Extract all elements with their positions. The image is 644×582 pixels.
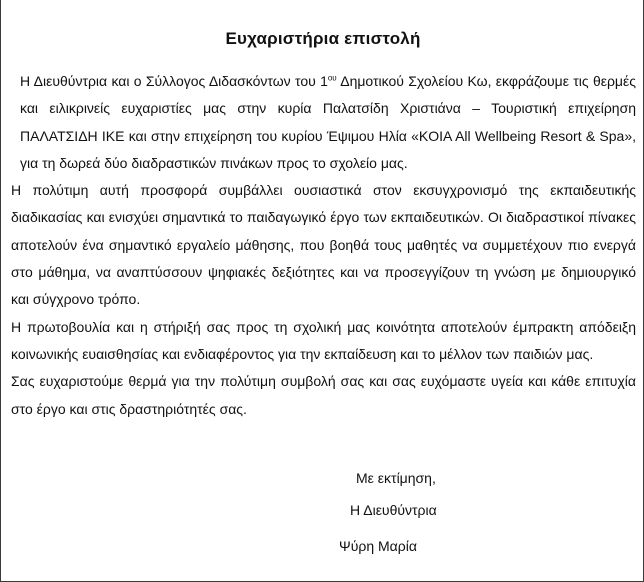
signature-name: Ψύρη Μαρία [339, 538, 417, 554]
paragraph-1-rest: Δημοτικού Σχολείου Κω, εκφράζουμε τις θερμές και ειλικρινείς ευχαριστίες μας στην κυρία Παλατσίδη Χριστιάνα – Τουριστική επιχείρηση ΠΑΛΑΤΣΙΔΗ ΙΚΕ και στην επιχείρηση του κυρίου Έψιμου Ηλία «KOIA All Wellbeing Resort & Spa», για τη δωρεά δύο διαδραστικών πινάκων προς το σχολείο μας. [20, 73, 636, 171]
signature-closing: Με εκτίμηση, [356, 470, 436, 486]
paragraph-1 [11, 68, 636, 177]
ordinal-superscript: ου [327, 73, 337, 83]
paragraph-1-start: Η Διευθύντρια και ο Σύλλογος Διδασκόντων του 1 [20, 73, 328, 89]
letter-title: Ευχαριστήρια επιστολή [225, 29, 421, 48]
letter-body [11, 68, 636, 423]
paragraph-3: Η πρωτοβουλία και η στήριξή σας προς τη σχολική μας κοινότητα αποτελούν έμπρακτη απόδειξη κοινωνικής ευαισθησίας και ενδιαφέροντος για την εκπαίδευση και το μέλλον των παιδιών μας. [11, 318, 636, 362]
signature-role: Η Διευθύντρια [350, 502, 437, 518]
paragraph-2: Η πολύτιμη αυτή προσφορά συμβάλλει ουσιαστικά στον εκσυγχρονισμό της εκπαιδευτικής διαδικασίας και ενισχύει σημαντικά το παιδαγωγικό έργο των εκπαιδευτικών. Οι διαδραστικοί πίνακες αποτελούν ένα σημαντικό εργαλείο μάθησης, που βοηθά τους μαθητές να συμμετέχουν πιο ενεργά στο μάθημα, να αναπτύσσουν ψηφιακές δεξιότητες και να προσεγγίζουν τη γνώση με δημιουργικό και σύγχρονο τρόπο. [11, 182, 636, 308]
paragraph-4: Σας ευχαριστούμε θερμά για την πολύτιμη συμβολή σας και σας ευχόμαστε υγεία και κάθε επιτυχία στο έργο και στις δραστηριότητές σας. [11, 373, 636, 417]
